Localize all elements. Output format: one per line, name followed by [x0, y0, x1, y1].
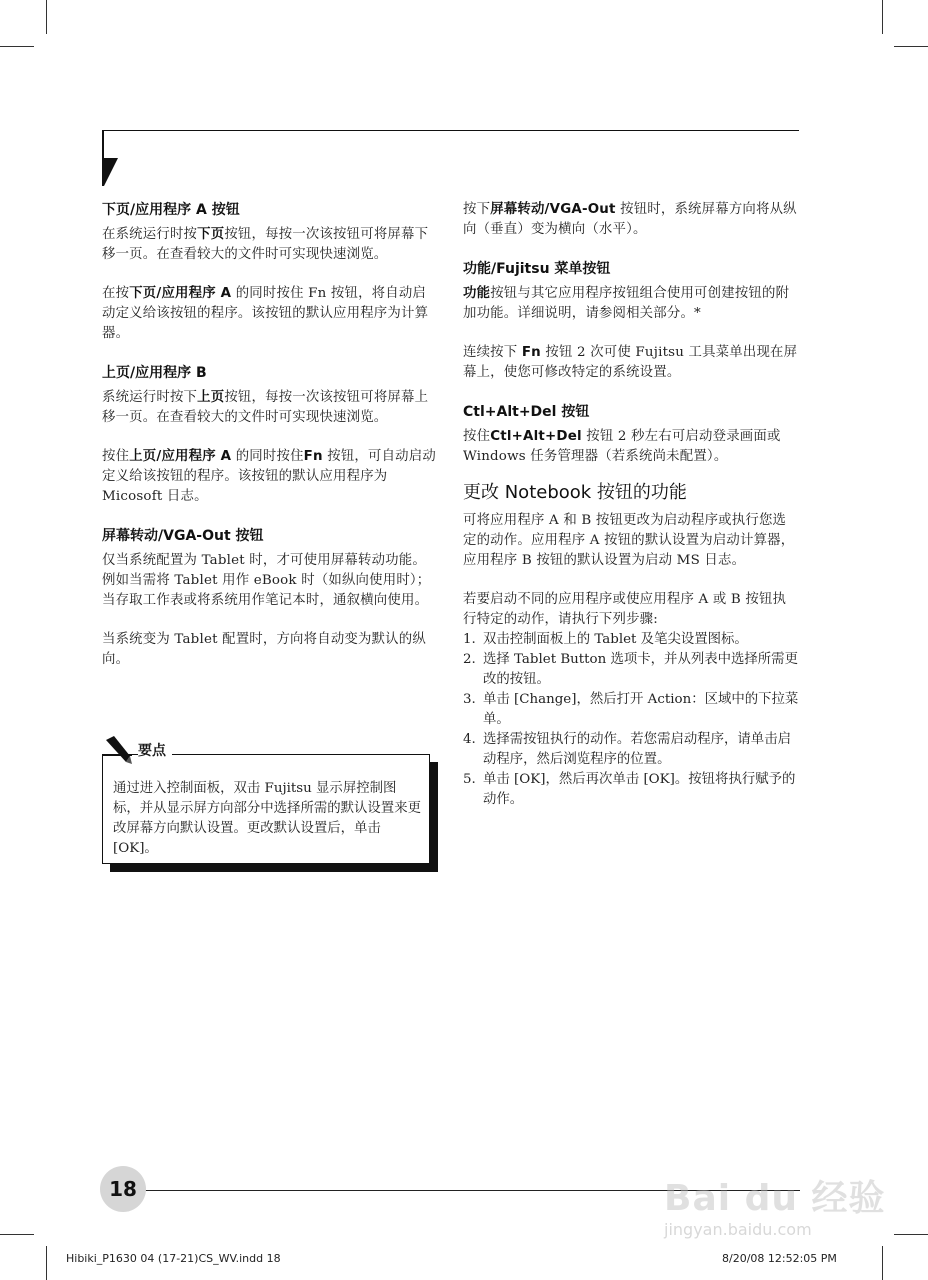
text: 在系统运行时按: [102, 227, 198, 242]
crop-mark: [894, 46, 928, 47]
text: 按下: [463, 202, 491, 217]
crop-mark: [0, 46, 34, 47]
list-item: [463, 690, 799, 730]
text: 按钮 2 秒左右可启动登录画面或 Windows 任务管理器（若系统尚未配置）。: [463, 429, 781, 464]
note-title: 要点: [138, 741, 172, 761]
step-number: 3.: [463, 692, 476, 707]
heading-rotation-button: 屏幕转动/VGA-Out 按钮: [102, 528, 264, 544]
watermark-url: jingyan.baidu.com: [664, 1220, 812, 1239]
step-number: 2.: [463, 652, 476, 667]
text: 系统运行时按下: [102, 390, 198, 405]
step-number: 4.: [463, 732, 476, 747]
step-number: 1.: [463, 632, 476, 647]
step-text: 选择需按钮执行的动作。若您需启动程序，请单击启动程序，然后浏览程序的位置。: [483, 732, 791, 767]
step-text: 选择 Tablet Button 选项卡，并从列表中选择所需更改的按钮。: [483, 652, 798, 687]
crop-mark: [882, 0, 883, 34]
text: 按钮 2 次可使 Fujitsu 工具菜单出现在屏幕上，使您可修改特定的系统设置。: [463, 345, 798, 380]
note-box: [102, 736, 438, 872]
crop-mark: [46, 1246, 47, 1280]
paragraph: [102, 447, 438, 507]
list-item: [463, 650, 799, 690]
paragraph: 仅当系统配置为 Tablet 时，才可使用屏幕转动功能。例如当需将 Tablet 用作 eBook 时（如纵向使用时）；当存取工作表或将系统用作笔记本时，通叙横向使用。: [102, 553, 431, 608]
paragraph: 若要启动不同的应用程序或使应用程序 A 或 B 按钮执行特定的动作，请执行下列步骤:: [463, 592, 787, 627]
date-slug: 8/20/08 12:52:05 PM: [722, 1252, 837, 1265]
crop-mark: [46, 0, 47, 34]
page-number: 18: [100, 1166, 146, 1212]
text: 按钮，可自动启动定义给该按钮的程序。该按钮的默认应用程序为 Micosoft 日志。: [102, 449, 436, 504]
watermark-brand: Bai du 经验: [664, 1178, 886, 1219]
paragraph: [102, 225, 438, 265]
bold-text: 屏幕转动/VGA-Out: [490, 202, 616, 217]
list-item: [463, 730, 799, 770]
file-slug: Hibiki_P1630 04 (17-21)CS_WV.indd 18: [66, 1252, 281, 1265]
header-corner-wedge: [102, 130, 118, 186]
paragraph: 当系统变为 Tablet 配置时，方向将自动变为默认的纵向。: [102, 632, 426, 667]
paragraph: [102, 388, 438, 428]
bold-text: Fn: [521, 345, 541, 360]
paragraph: [463, 427, 799, 467]
crop-mark: [0, 1234, 34, 1235]
heading-page-down-button: 下页/应用程序 A 按钮: [102, 202, 240, 218]
text: 按住: [102, 449, 130, 464]
list-item: [463, 770, 799, 810]
step-text: 双击控制面板上的 Tablet 及笔尖设置图标。: [483, 632, 748, 647]
bold-text: Fn: [303, 449, 323, 464]
right-column: [463, 200, 799, 810]
bold-text: 功能: [463, 286, 491, 301]
text: 按钮与其它应用程序按钮组合使用可创建按钮的附加功能。详细说明，请参阅相关部分。*: [463, 286, 790, 321]
heading-page-up-button: 上页/应用程序 B: [102, 365, 207, 381]
crop-mark: [882, 1246, 883, 1280]
note-frame: [102, 754, 430, 864]
paragraph: [463, 343, 799, 383]
step-text: 单击 [OK]，然后再次单击 [OK]。按钮将执行赋予的动作。: [483, 772, 796, 807]
heading-function-button: 功能/Fujitsu 菜单按钮: [463, 261, 611, 277]
watermark: [664, 1140, 886, 1240]
bold-text: 上页/应用程序 A: [129, 449, 232, 464]
paragraph: [463, 284, 799, 324]
paragraph: 可将应用程序 A 和 B 按钮更改为启动程序或执行您选定的动作。应用程序 A 按钮的默认设置为启动计算器，应用程序 B 按钮的默认设置为启动 MS 日志。: [463, 513, 795, 568]
note-text: 通过进入控制面板，双击 Fujitsu 显示屏控制图标，并从显示屏方向部分中选择所需的默认设置来更改屏幕方向默认设置。更改默认设置后，单击 [OK]。: [113, 781, 421, 856]
section-title-change-buttons: 更改 Notebook 按钮的功能: [463, 482, 687, 503]
crop-mark: [894, 1234, 928, 1235]
heading-ctl-alt-del-button: Ctl+Alt+Del 按钮: [463, 404, 590, 420]
step-number: 5.: [463, 772, 476, 787]
step-text: 单击 [Change]，然后打开 Action：区域中的下拉菜单。: [483, 692, 799, 727]
text: 的同时按住 Fn 按钮，将自动启动定义给该按钮的程序。该按钮的默认应用程序为计算器。: [102, 286, 429, 341]
header-rule: [102, 130, 799, 131]
text: 在按: [102, 286, 130, 301]
list-item: [463, 630, 799, 650]
paragraph: [463, 200, 799, 240]
bold-text: 上页: [197, 390, 225, 405]
text: 按钮，每按一次该按钮可将屏幕上移一页。在查看较大的文件时可实现快速浏览。: [102, 390, 429, 425]
steps-list: [463, 630, 799, 810]
text: 按住: [463, 429, 491, 444]
pencil-icon: [102, 736, 134, 766]
text: 连续按下: [463, 345, 522, 360]
left-column: [102, 200, 438, 689]
text: 按钮时，系统屏幕方向将从纵向（垂直）变为横向（水平）。: [463, 202, 797, 237]
paragraph: [102, 284, 438, 344]
bold-text: Ctl+Alt+Del: [490, 429, 582, 444]
text: 的同时按住: [231, 449, 304, 464]
bold-text: 下页/应用程序 A: [129, 286, 232, 301]
bold-text: 下页: [197, 227, 225, 242]
text: 按钮，每按一次该按钮可将屏幕下移一页。在查看较大的文件时可实现快速浏览。: [102, 227, 429, 262]
